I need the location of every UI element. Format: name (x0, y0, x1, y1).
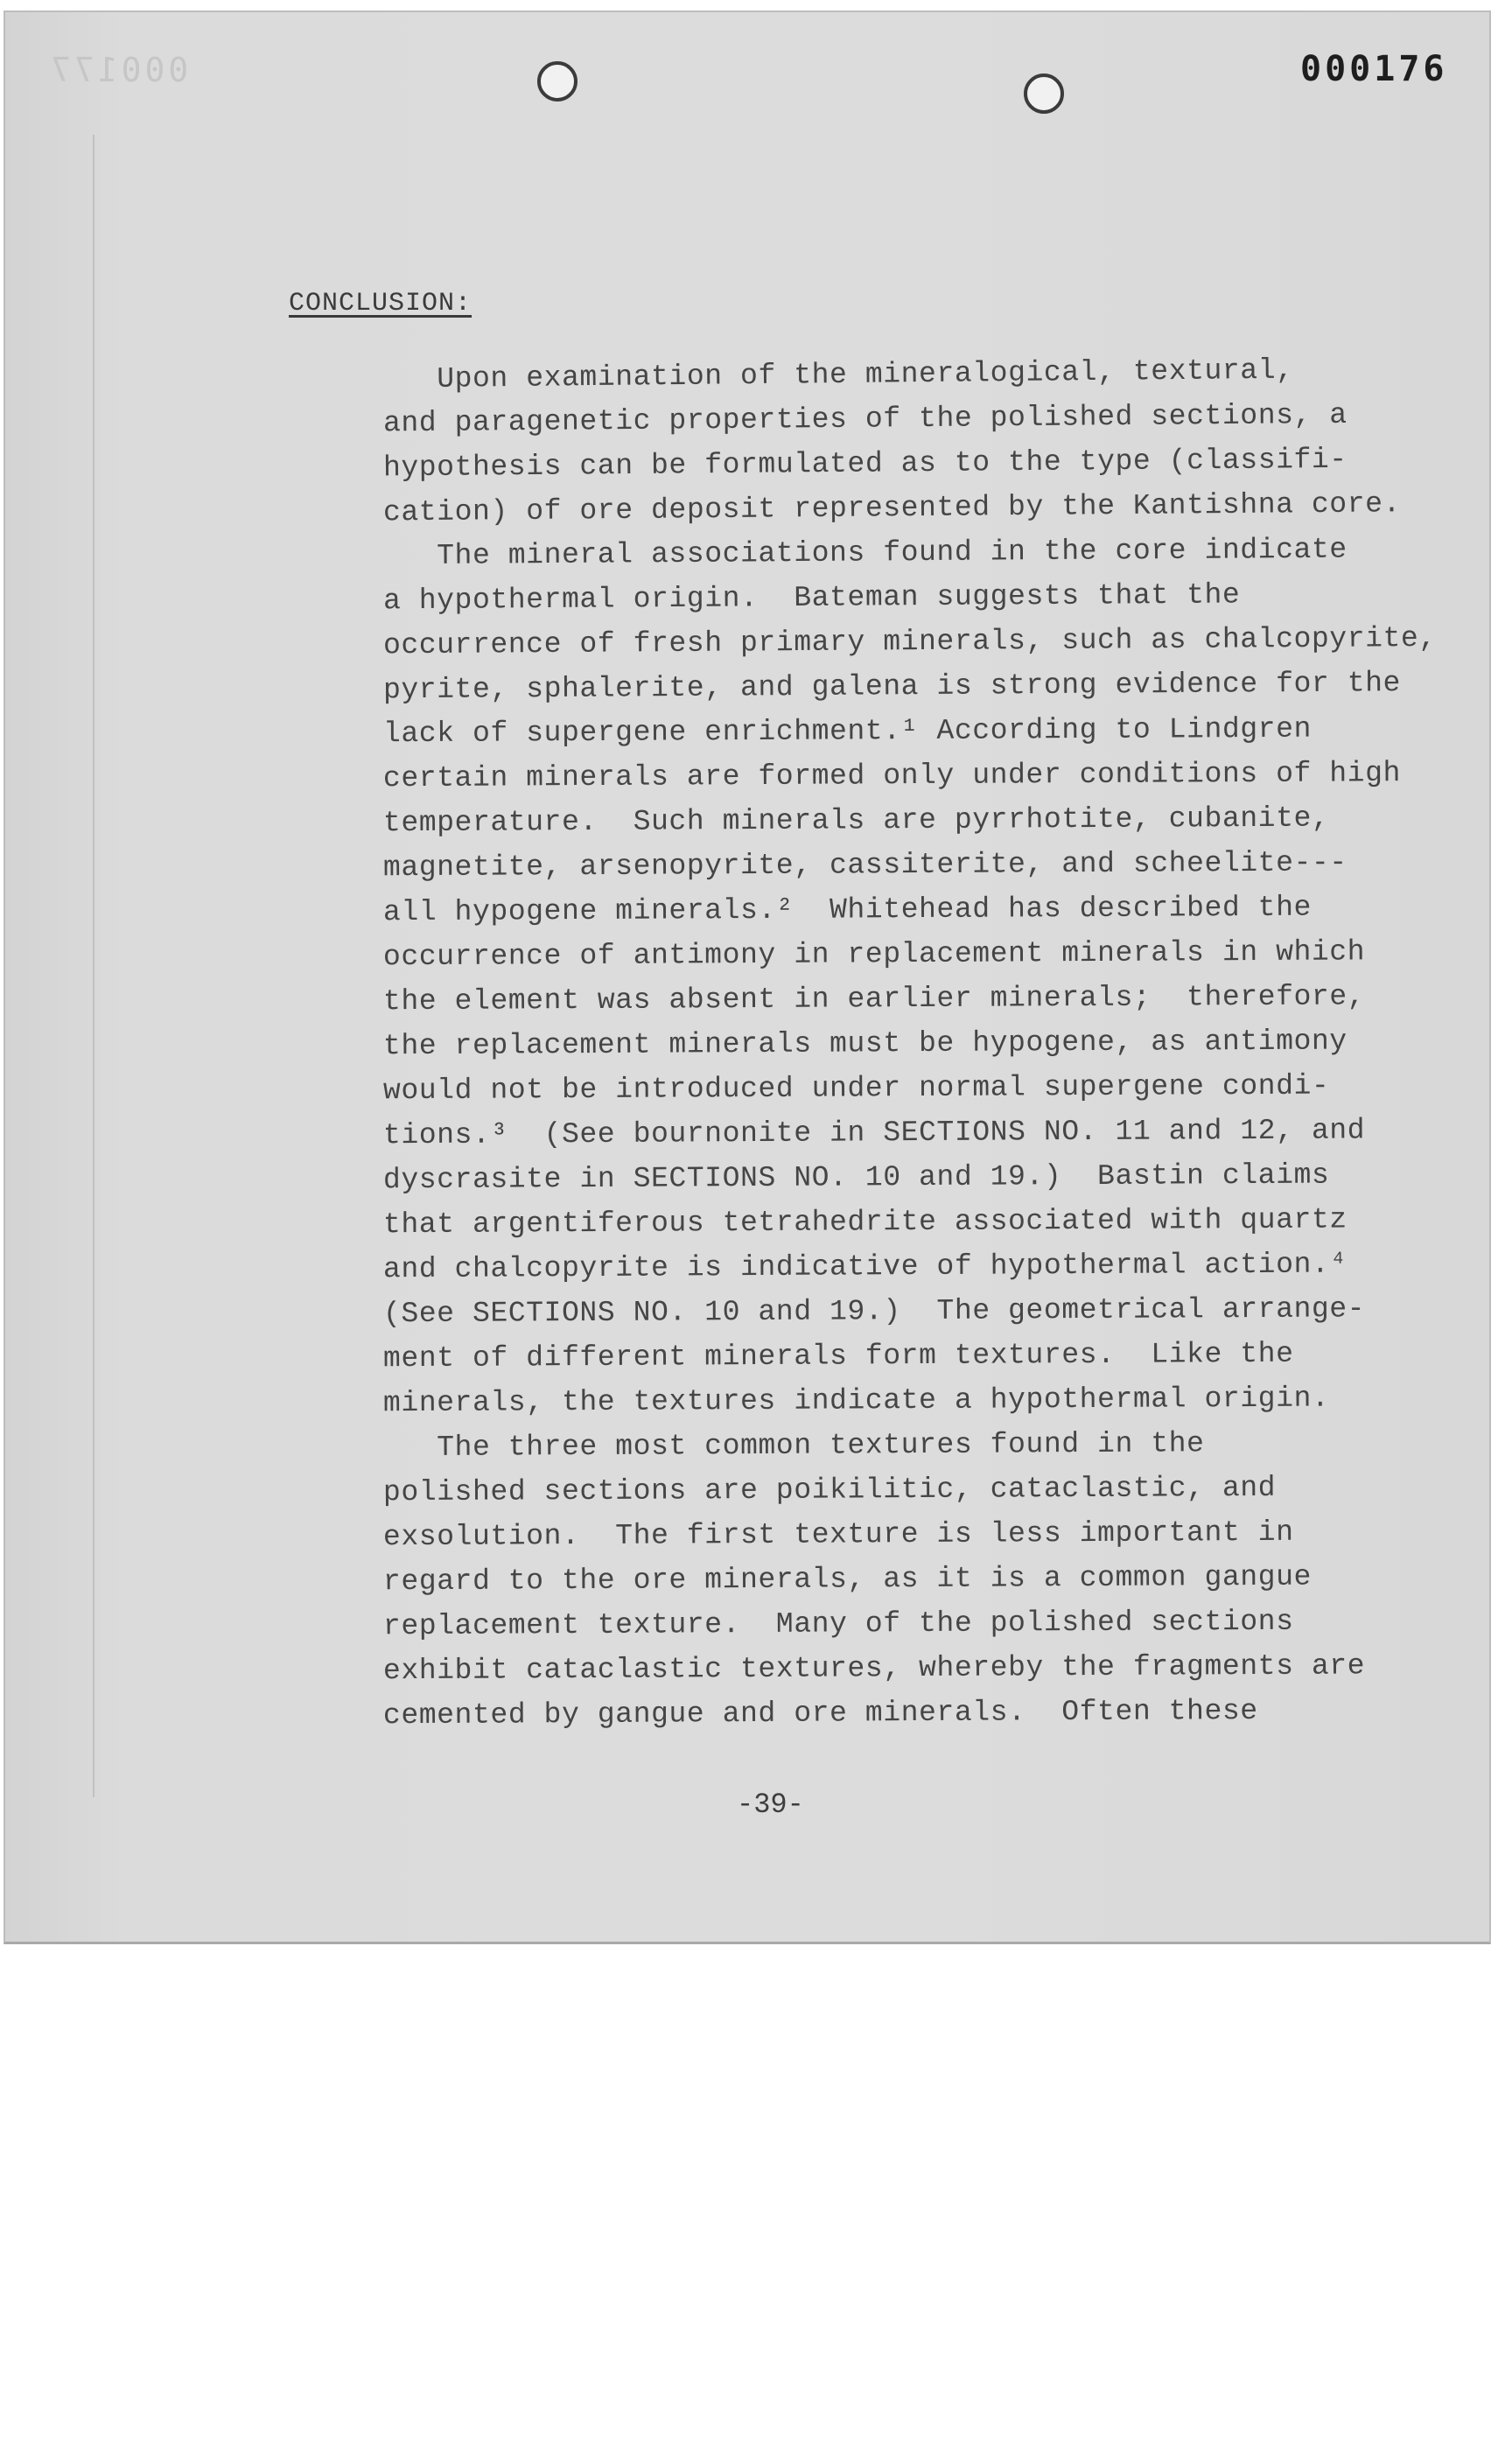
text-line: pyrite, sphalerite, and galena is strong evidence for the (382, 667, 1402, 707)
punch-hole-left (537, 61, 578, 102)
text-line: and chalcopyrite is indicative of hypothermal action.⁴ (382, 1248, 1348, 1286)
text-line: the element was absent in earlier minerals; therefore, (382, 980, 1366, 1018)
text-line: polished sections are poikilitic, cataclastic, and (382, 1471, 1277, 1509)
punch-hole-right (1024, 74, 1064, 114)
text-line: tions.³ (See bournonite in SECTIONS NO. 11 and 12, and (382, 1114, 1366, 1152)
binding-shadow (93, 135, 94, 1797)
text-line: ment of different minerals form textures. Like the (382, 1337, 1294, 1376)
text-line: would not be introduced under normal supergene condi- (382, 1069, 1330, 1108)
text-line: occurrence of antimony in replacement minerals in which (382, 935, 1366, 974)
text-line: cemented by gangue and ore minerals. Often these (382, 1695, 1258, 1732)
page-number: -39- (737, 1788, 804, 1821)
text-line: all hypogene minerals.² Whitehead has described the (382, 891, 1312, 929)
section-heading: CONCLUSION: (289, 289, 472, 318)
text-line: exsolution. The first texture is less important in (382, 1516, 1294, 1554)
text-line: that argentiferous tetrahedrite associated with quartz (382, 1203, 1348, 1242)
text-line: cation) of ore deposit represented by the Kantishna core. (382, 487, 1402, 529)
text-line: temperature. Such minerals are pyrrhotite, cubanite, (382, 802, 1330, 840)
text-line: the replacement minerals must be hypogene, as antimony (382, 1025, 1348, 1063)
page-stamp-number: 000176 (1300, 49, 1448, 89)
text-line: and paragenetic properties of the polished sections, a (382, 398, 1348, 440)
body-text (383, 352, 1468, 1735)
text-line: hypothesis can be formulated as to the type (classifi- (382, 443, 1348, 485)
text-line: The mineral associations found in the core indicate (382, 533, 1348, 573)
text-line: replacement texture. Many of the polished sections (382, 1605, 1294, 1643)
text-line: a hypothermal origin. Bateman suggests that the (382, 578, 1241, 618)
text-line: Upon examination of the mineralogical, textural, (382, 354, 1294, 396)
bleed-through-number: 000177 (47, 51, 189, 89)
text-line: dyscrasite in SECTIONS NO. 10 and 19.) Bastin claims (382, 1158, 1330, 1197)
scanned-page (4, 10, 1491, 1944)
text-line: minerals, the textures indicate a hypothermal origin. (382, 1382, 1330, 1420)
text-line: The three most common textures found in the (382, 1427, 1205, 1465)
text-line: lack of supergene enrichment.¹ According to Lindgren (382, 712, 1312, 751)
text-line: certain minerals are formed only under conditions of high (382, 757, 1402, 795)
text-line: magnetite, arsenopyrite, cassiterite, and scheelite--- (382, 846, 1348, 885)
text-line: occurrence of fresh primary minerals, such as chalcopyrite, (382, 621, 1437, 662)
text-line: regard to the ore minerals, as it is a common gangue (382, 1560, 1312, 1599)
text-line: exhibit cataclastic textures, whereby the fragments are (382, 1649, 1366, 1688)
text-line: (See SECTIONS NO. 10 and 19.) The geometrical arrange- (382, 1292, 1366, 1331)
